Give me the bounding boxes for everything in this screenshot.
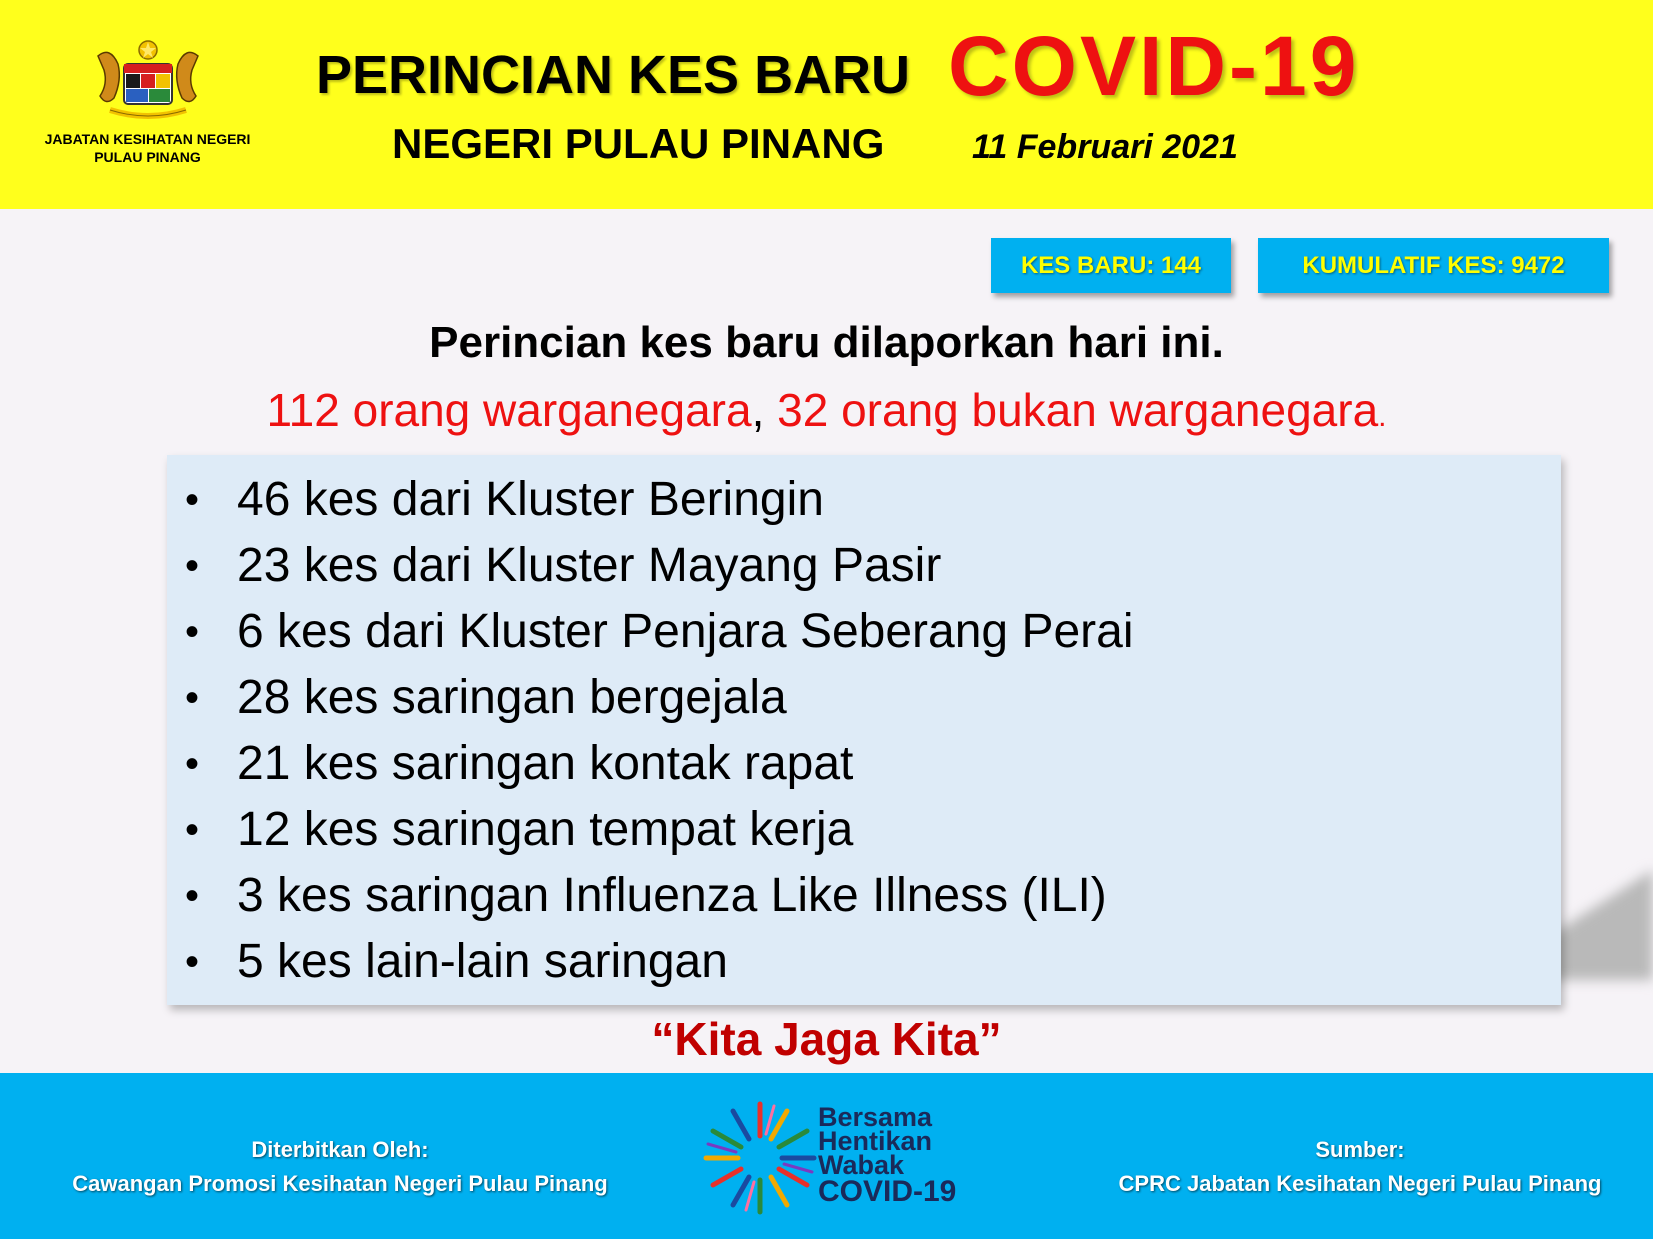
section-heading: Perincian kes baru dilaporkan hari ini. [429, 318, 1224, 367]
list-item [167, 929, 1561, 995]
list-item-text: 28 kes saringan bergejala [237, 671, 787, 724]
covid-title: COVID-19 [948, 19, 1360, 113]
bullet-icon: • [185, 874, 200, 918]
list-item [167, 533, 1561, 599]
coat-of-arms-logo [88, 36, 208, 124]
citizen-count: 112 orang warganegara [266, 384, 752, 436]
bullet-icon: • [185, 808, 200, 852]
case-list [167, 467, 1561, 995]
list-item-text: 12 kes saringan tempat kerja [237, 803, 854, 856]
separator: , [751, 384, 765, 436]
publisher-block [40, 1133, 640, 1201]
department-name [20, 130, 275, 166]
case-details-panel [167, 455, 1561, 1005]
list-item-text: 3 kes saringan Influenza Like Illness (ILI) [237, 869, 1107, 922]
citizenship-breakdown [0, 383, 1653, 437]
campaign-sunburst-icon [700, 1098, 820, 1218]
list-item-text: 46 kes dari Kluster Beringin [237, 473, 824, 526]
list-item [167, 731, 1561, 797]
list-item [167, 467, 1561, 533]
bullet-icon: • [185, 544, 200, 588]
header-banner [0, 0, 1653, 209]
period: . [1378, 400, 1387, 433]
source-label: Sumber: [1315, 1137, 1405, 1162]
list-item-text: 5 kes lain-lain saringan [237, 935, 728, 988]
bullet-icon: • [185, 742, 200, 786]
publisher-label: Diterbitkan Oleh: [251, 1137, 429, 1162]
bullet-icon: • [185, 676, 200, 720]
list-item-text: 21 kes saringan kontak rapat [237, 737, 854, 790]
bullet-icon: • [185, 940, 200, 984]
list-item [167, 599, 1561, 665]
footer-banner [0, 1073, 1653, 1239]
department-line-2: PULAU PINANG [94, 149, 201, 165]
state-title: NEGERI PULAU PINANG [392, 120, 885, 167]
publisher-name: Cawangan Promosi Kesihatan Negeri Pulau Pinang [72, 1171, 608, 1196]
campaign-line-1: Bersama [818, 1102, 933, 1132]
page-title: PERINCIAN KES BARU [316, 45, 911, 105]
bullet-icon: • [185, 610, 200, 654]
list-item-text: 6 kes dari Kluster Penjara Seberang Perai [237, 605, 1134, 658]
list-item [167, 863, 1561, 929]
campaign-line-2: Hentikan [818, 1126, 933, 1156]
new-cases-badge: KES BARU: 144 [991, 238, 1231, 293]
report-date: 11 Februari 2021 [972, 128, 1238, 166]
source-block [1090, 1133, 1630, 1201]
department-line-1: JABATAN KESIHATAN NEGERI [44, 131, 251, 147]
slogan: “Kita Jaga Kita” [651, 1013, 1002, 1065]
bullet-icon: • [185, 478, 200, 522]
campaign-line-3: Wabak [818, 1150, 905, 1180]
campaign-line-4: COVID-19 [818, 1175, 957, 1208]
list-item-text: 23 kes dari Kluster Mayang Pasir [237, 539, 942, 592]
campaign-logo-text [818, 1102, 957, 1208]
list-item [167, 797, 1561, 863]
cumulative-cases-badge: KUMULATIF KES: 9472 [1258, 238, 1609, 293]
list-item [167, 665, 1561, 731]
source-name: CPRC Jabatan Kesihatan Negeri Pulau Pinang [1118, 1171, 1602, 1196]
non-citizen-count: 32 orang bukan warganegara [764, 384, 1379, 436]
